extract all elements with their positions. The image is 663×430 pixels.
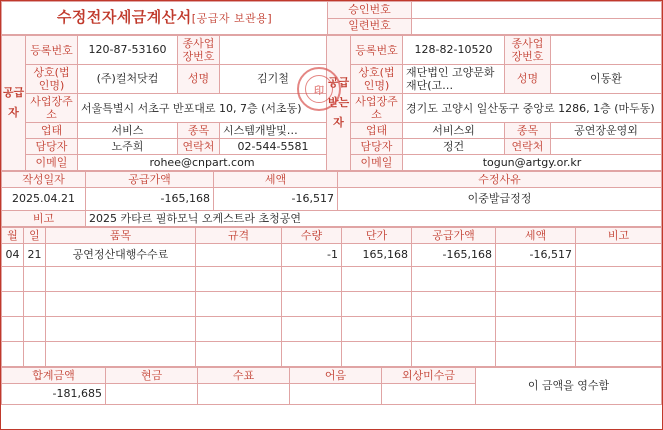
- item-day: 21: [24, 244, 46, 267]
- credit-value: [382, 384, 476, 405]
- note-label: 어음: [290, 368, 382, 384]
- serial-label: 일련번호: [328, 18, 412, 35]
- total-label: 합계금액: [2, 368, 106, 384]
- s-manager-label: 담당자: [26, 139, 78, 155]
- invoice-header: [1, 1, 662, 35]
- table-row: [2, 317, 662, 342]
- s-biztype-value: 서비스: [78, 123, 178, 139]
- table-row: [2, 292, 662, 317]
- s-biztype-label: 업태: [26, 123, 78, 139]
- table-row: [2, 244, 662, 267]
- s-branch-label: 종사업장번호: [178, 36, 220, 65]
- b-contact-value: [551, 139, 662, 155]
- s-email-value: rohee@cnpart.com: [78, 155, 327, 171]
- cash-value: [106, 384, 198, 405]
- supply-value: -165,168: [86, 188, 214, 211]
- supply-label: 공급가액: [86, 172, 214, 188]
- item-qty: -1: [282, 244, 342, 267]
- b-biztype-label: 업태: [351, 123, 403, 139]
- col-qty: 수량: [282, 228, 342, 244]
- item-supply: -165,168: [412, 244, 496, 267]
- s-bizitem-label: 종목: [178, 123, 220, 139]
- item-spec: [196, 244, 282, 267]
- b-reg-label: 등록번호: [351, 36, 403, 65]
- remark-value: 2025 카타르 필하모닉 오케스트라 초청공연: [86, 211, 662, 227]
- col-tax: 세액: [496, 228, 576, 244]
- item-price: 165,168: [342, 244, 412, 267]
- s-name-value: 김기철: [220, 65, 327, 94]
- col-day: 일: [24, 228, 46, 244]
- buyer-side-label: 공급받는자: [327, 36, 351, 171]
- tax-value: -16,517: [214, 188, 338, 211]
- check-value: [198, 384, 290, 405]
- b-manager-label: 담당자: [351, 139, 403, 155]
- s-bizitem-value: 시스템개발및…: [220, 123, 327, 139]
- receipt-statement: 이 금액을 영수함: [476, 368, 662, 405]
- b-bizitem-value: 공연장운영외: [551, 123, 662, 139]
- s-manager-value: 노주희: [78, 139, 178, 155]
- footer-table: [1, 367, 662, 405]
- note-value: [290, 384, 382, 405]
- invoice-title: [2, 2, 328, 35]
- s-email-label: 이메일: [26, 155, 78, 171]
- item-month: 04: [2, 244, 24, 267]
- b-email-value: togun@artgy.or.kr: [403, 155, 662, 171]
- tax-label: 세액: [214, 172, 338, 188]
- credit-label: 외상미수금: [382, 368, 476, 384]
- s-branch-value: [220, 36, 327, 65]
- s-reg-label: 등록번호: [26, 36, 78, 65]
- approval-value: [412, 2, 662, 19]
- col-note: 비고: [576, 228, 662, 244]
- b-branch-value: [551, 36, 662, 65]
- b-name-label: 성명: [505, 65, 551, 94]
- date-label: 작성일자: [2, 172, 86, 188]
- serial-value: [412, 18, 662, 35]
- b-contact-label: 연락처: [505, 139, 551, 155]
- summary-table: [1, 171, 662, 227]
- b-company-label: 상호(법인명): [351, 65, 403, 94]
- total-value: -181,685: [2, 384, 106, 405]
- title-sub: [공급자 보관용]: [191, 12, 273, 25]
- cash-label: 현금: [106, 368, 198, 384]
- b-biztype-value: 서비스외: [403, 123, 505, 139]
- item-note: [576, 244, 662, 267]
- b-branch-label: 종사업장번호: [505, 36, 551, 65]
- table-row: [2, 342, 662, 367]
- col-month: 월: [2, 228, 24, 244]
- remark-label: 비고: [2, 211, 86, 227]
- s-company-label: 상호(법인명): [26, 65, 78, 94]
- b-name-value: 이동환: [551, 65, 662, 94]
- b-address-label: 사업장주소: [351, 94, 403, 123]
- table-row: [2, 267, 662, 292]
- b-company-value: 재단법인 고양문화재단(고…: [403, 65, 505, 94]
- col-supply: 공급가액: [412, 228, 496, 244]
- items-table: [1, 227, 662, 367]
- item-tax: -16,517: [496, 244, 576, 267]
- b-address-value: 경기도 고양시 일산동구 중앙로 1286, 1층 (마두동): [403, 94, 662, 123]
- item-name: 공연정산대행수수료: [46, 244, 196, 267]
- b-reg-value: 128-82-10520: [403, 36, 505, 65]
- s-address-value: 서울특별시 서초구 반포대로 10, 7층 (서초동): [78, 94, 327, 123]
- b-manager-value: 정건: [403, 139, 505, 155]
- col-price: 단가: [342, 228, 412, 244]
- reason-label: 수정사유: [338, 172, 662, 188]
- s-contact-value: 02-544-5581: [220, 139, 327, 155]
- b-email-label: 이메일: [351, 155, 403, 171]
- reason-value: 이중발급정정: [338, 188, 662, 211]
- approval-label: 승인번호: [328, 2, 412, 19]
- s-address-label: 사업장주소: [26, 94, 78, 123]
- s-reg-value: 120-87-53160: [78, 36, 178, 65]
- company-seal-stamp: 印: [297, 67, 341, 111]
- date-value: 2025.04.21: [2, 188, 86, 211]
- col-item: 품목: [46, 228, 196, 244]
- s-contact-label: 연락처: [178, 139, 220, 155]
- title-text: 수정전자세금계산서: [56, 8, 192, 26]
- s-company-value: (주)컬처닷컴: [78, 65, 178, 94]
- col-spec: 규격: [196, 228, 282, 244]
- items-header-row: [2, 228, 662, 244]
- s-name-label: 성명: [178, 65, 220, 94]
- check-label: 수표: [198, 368, 290, 384]
- supplier-side-label: 공급자: [2, 36, 26, 171]
- b-bizitem-label: 종목: [505, 123, 551, 139]
